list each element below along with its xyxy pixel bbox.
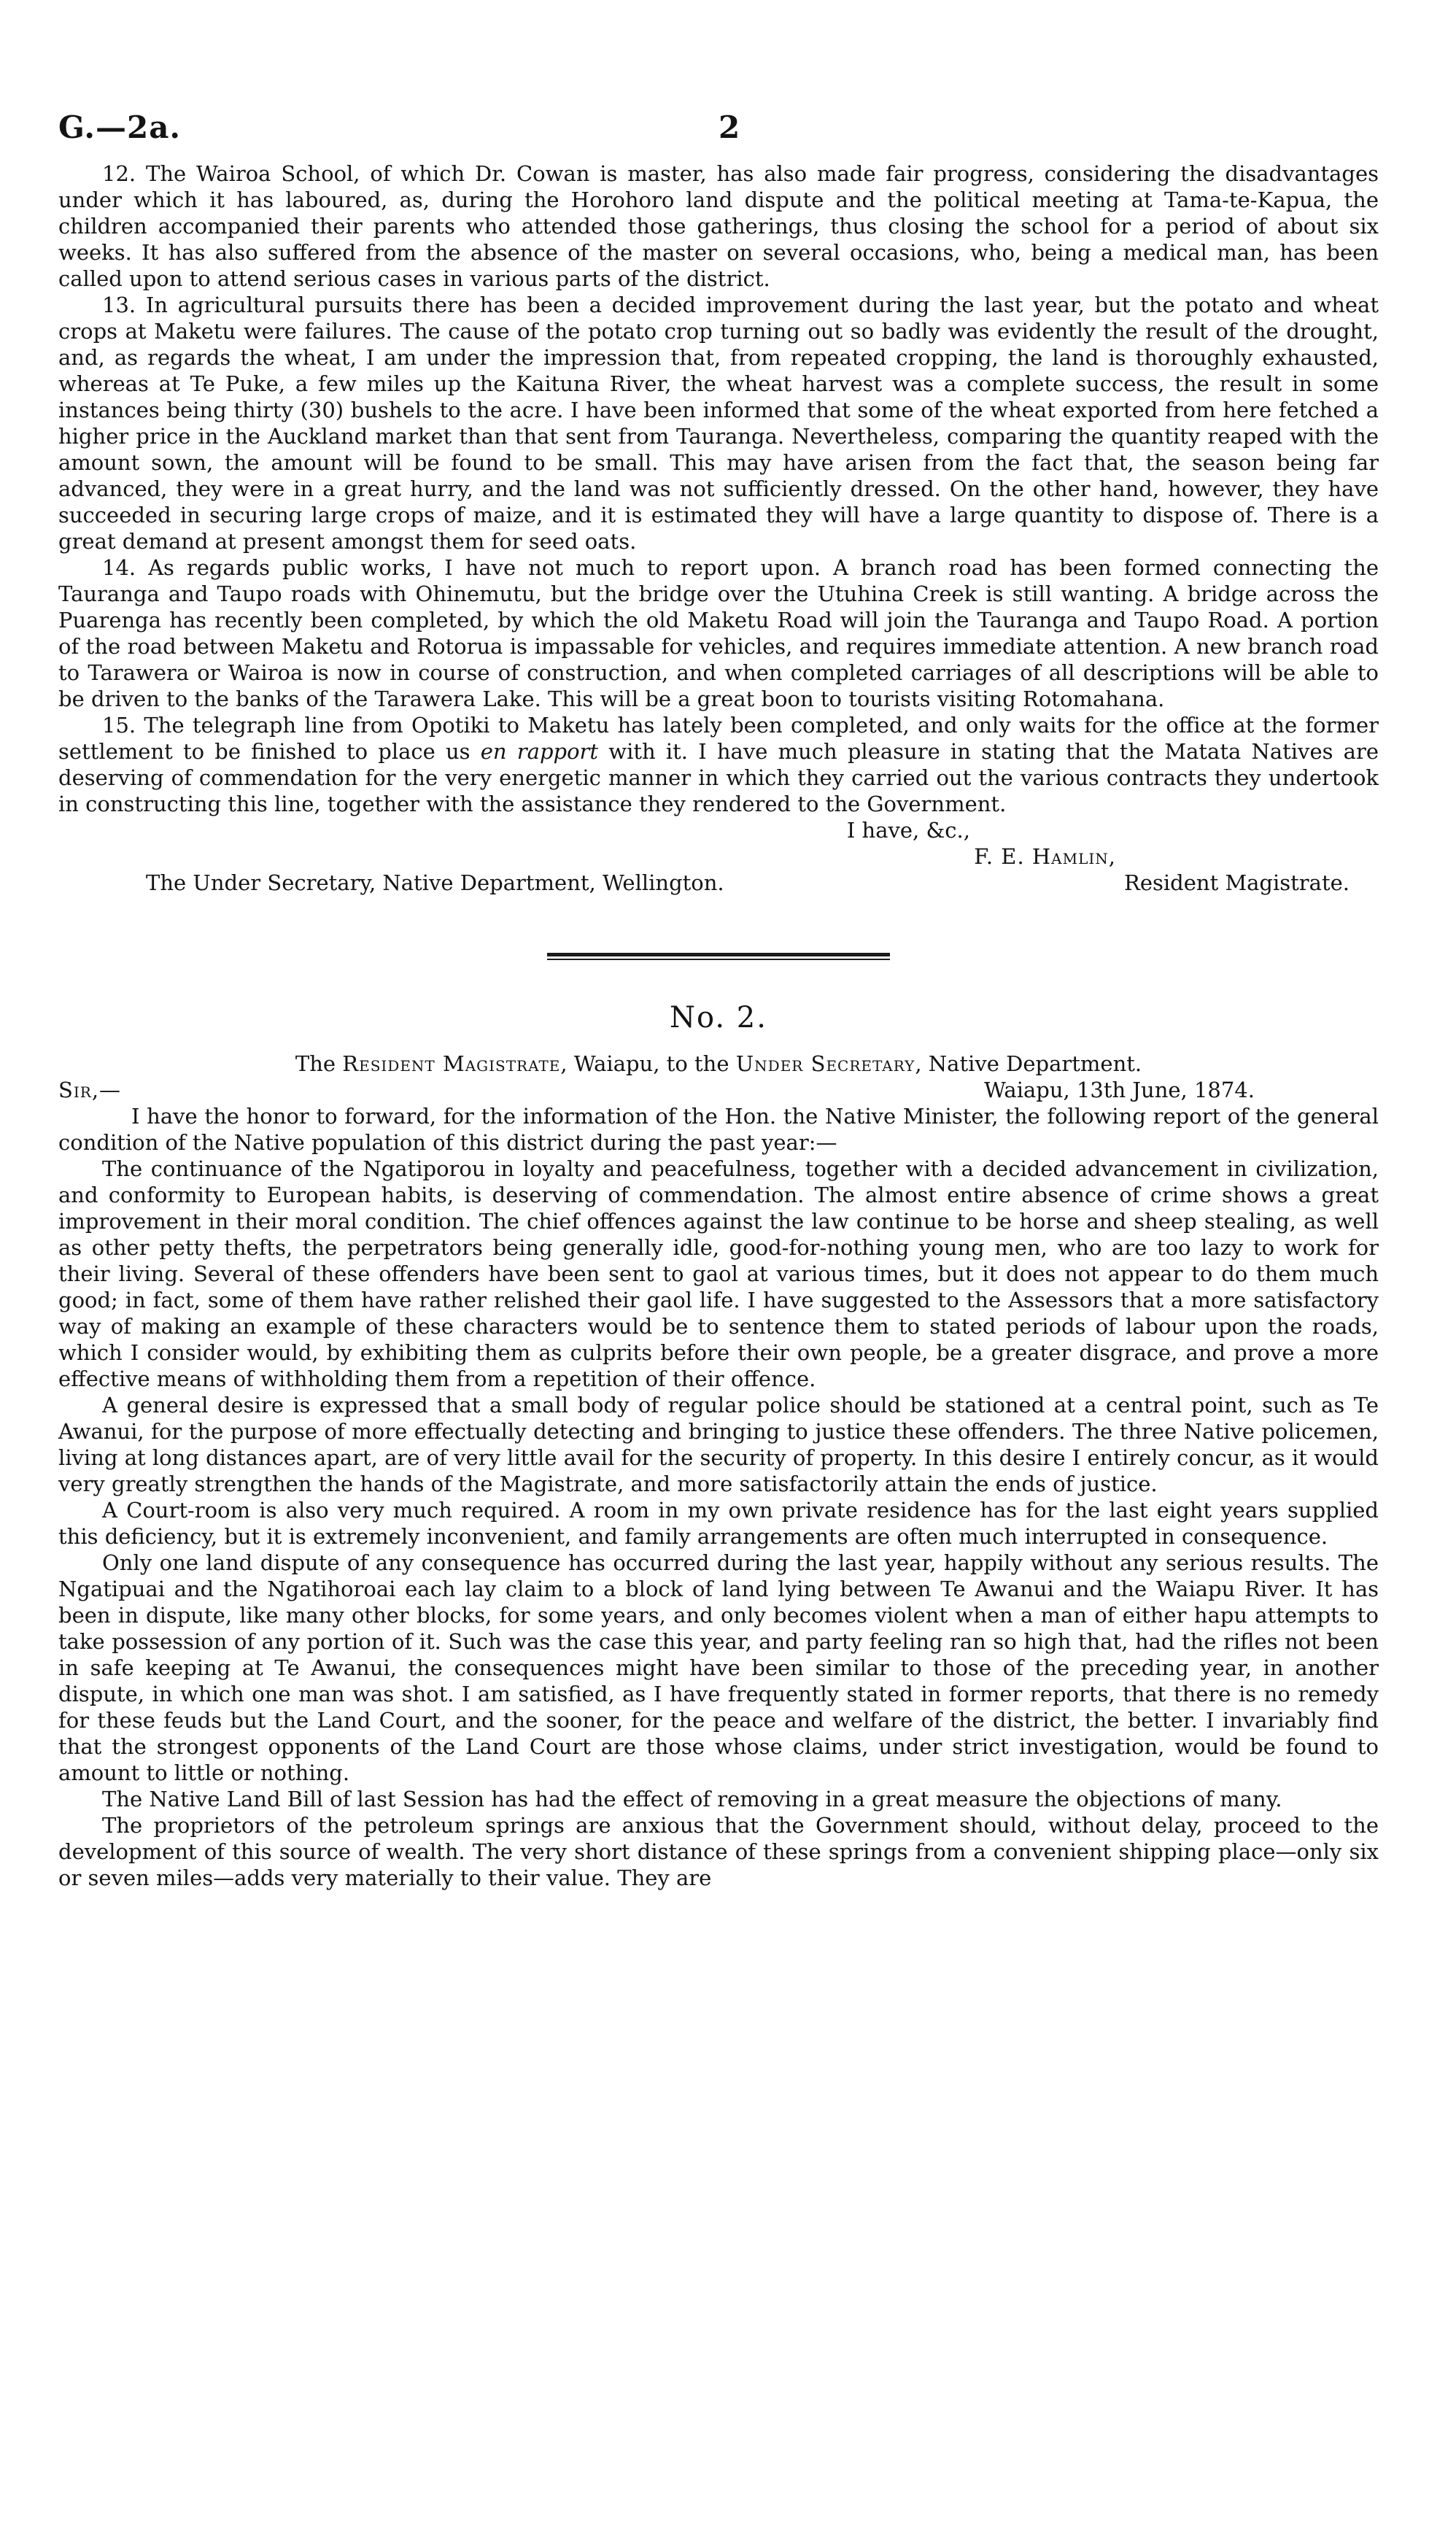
document-reference: G.—2a. <box>58 109 182 145</box>
italic-phrase: en rapport <box>480 739 599 764</box>
letter-number-heading: No. 2. <box>670 1001 767 1035</box>
signer-name: F. E. Hamlin, <box>974 844 1116 869</box>
letter-body <box>58 1103 1379 1891</box>
report-continuation <box>58 161 1379 896</box>
paragraph-14: 14. As regards public works, I have not much to report upon. A branch road has been formed connecting the Tauranga and Taupo roads with Ohinemutu, but the bridge over the Utuhina Creek is still wanting. A bridge across the Puarenga has recently been completed, by which the old Maketu Road will join the Tauranga and Taupo Road. A portion of the road between Maketu and Rotorua is impassable for vehicles, and requires immediate attention. A new branch road to Tarawera or Wairoa is now in course of construction, and when completed carriages of all descriptions will be able to be driven to the banks of the Tarawera Lake. This will be a great boon to tourists visiting Rotomahana. <box>58 555 1379 711</box>
letter-paragraph: I have the honor to forward, for the information of the Hon. the Native Minister, the following report of the general condition of the Native population of this district during the past year:— <box>58 1104 1379 1155</box>
letter-paragraph: The Native Land Bill of last Session has had the effect of removing in a great measure the objections of many. <box>102 1787 1282 1811</box>
letter-paragraph: A general desire is expressed that a small body of regular police should be stationed at a central point, such as Te Awanui, for the purpose of more effectually detecting and bringing to justice these offenders. The three Native policemen, living at long distances apart, are of very little avail for the security of property. In this desire I entirely concur, as it would very greatly strengthen the hands of the Magistrate, and more satisfactorily attain the ends of justice. <box>58 1393 1379 1496</box>
letter-paragraph: Only one land dispute of any consequence has occurred during the last year, happily without any serious results. The Ngatipuai and the Ngatihoroai each lay claim to a block of land lying between Te Awanui and the Waiapu River. It has been in dispute, like many other blocks, for some years, and only becomes violent when a man of either hapu attempts to take possession of any portion of it. Such was the case this year, and party feeling ran so high that, had the rifles not been in safe keeping at Te Awanui, the consequences might have been similar to those of the preceding year, in another dispute, in which one man was shot. I am satisfied, as I have frequently stated in former reports, that there is no remedy for these feuds but the Land Court, and the sooner, for the peace and welfare of the district, the better. I invariably find that the strongest opponents of the Land Court are those whose claims, under strict investigation, would be found to amount to little or nothing. <box>58 1550 1379 1785</box>
page-number: 2 <box>719 109 740 145</box>
addressee: The Under Secretary, Native Department, Wellington. <box>146 870 724 895</box>
closing-line: I have, &c., <box>846 818 970 843</box>
letter-paragraph: The proprietors of the petroleum springs are anxious that the Government should, without delay, proceed to the development of this source of wealth. The very short distance of these springs from a convenient shipping place—only six or seven miles—adds very materially to their value. They are <box>58 1813 1379 1890</box>
paragraph-13: 13. In agricultural pursuits there has been a decided improvement during the last year, but the potato and wheat crops at Maketu were failures. The cause of the potato crop turning out so badly was evidently the result of the drought, and, as regards the wheat, I am under the impression that, from repeated cropping, the land is thoroughly exhausted, whereas at Te Puke, a few miles up the Kaituna River, the wheat harvest was a complete success, the result in some instances being thirty (30) bushels to the acre. I have been informed that some of the wheat exported from here fetched a higher price in the Auckland market than that sent from Tauranga. Nevertheless, comparing the quantity reaped with the amount sown, the amount will be found to be small. This may have arisen from the fact that, the season being far advanced, they were in a great hurry, and the land was not sufficiently dressed. On the other hand, however, they have succeeded in securing large crops of maize, and it is estimated they will have a large quantity to dispose of. There is a great demand at present amongst them for seed oats. <box>58 293 1379 554</box>
section-divider <box>547 953 890 956</box>
document-page <box>58 109 1379 1891</box>
salutation-row <box>58 1077 1379 1103</box>
addressee-row <box>58 870 1379 896</box>
letter-paragraph: The continuance of the Ngatiporou in loyalty and peacefulness, together with a decided advancement in civilization, and conformity to European habits, is deserving of commendation. The almost entire absence of crime shows a great improvement in their moral condition. The chief offences against the law continue to be horse and sheep stealing, as well as other petty thefts, the perpetrators being generally idle, good-for-nothing young men, who are too lazy to work for their living. Several of these offenders have been sent to gaol at various times, but it does not appear to do them much good; in fact, some of them have rather relished their gaol life. I have suggested to the Assessors that a more satisfactory way of making an example of these characters would be to sentence them to stated periods of labour upon the roads, which I consider would, by exhibiting them as culprits before their own people, be a greater disgrace, and prove a more effective means of withholding them from a repetition of their offence. <box>58 1156 1379 1391</box>
paragraph-15: 15. The telegraph line from Opotiki to Maketu has lately been completed, and only waits for the office at the former settlement to be finished to place us en rapport with it. I have much pleasure in stating that the Matata Natives are deserving of commendation for the very energetic manner in which they carried out the various contracts they undertook in constructing this line, together with the assistance they rendered to the Government. <box>58 713 1379 816</box>
page-header <box>58 109 1379 161</box>
letter-subheading: The Resident Magistrate, Waiapu, to the Under Secretary, Native Department. <box>295 1051 1142 1076</box>
paragraph-12: 12. The Wairoa School, of which Dr. Cowan is master, has also made fair progress, considering the disadvantages under which it has laboured, as, during the Horohoro land dispute and the political meeting at Tama-te-Kapua, the children accompanied their parents who attended those gatherings, thus closing the school for a period of about six weeks. It has also suffered from the absence of the master on several occasions, who, being a medical man, has been called upon to attend serious cases in various parts of the district. <box>58 161 1379 291</box>
salutation: Sir,— <box>58 1078 122 1102</box>
section-divider-thin <box>547 959 890 960</box>
letter-paragraph: A Court-room is also very much required. A room in my own private residence has for the last eight years supplied this deficiency, but it is extremely inconvenient, and family arrangements are often much interrupted in consequence. <box>58 1498 1379 1549</box>
place-date: Waiapu, 13th June, 1874. <box>984 1078 1255 1102</box>
signer-title: Resident Magistrate. <box>1124 870 1349 895</box>
